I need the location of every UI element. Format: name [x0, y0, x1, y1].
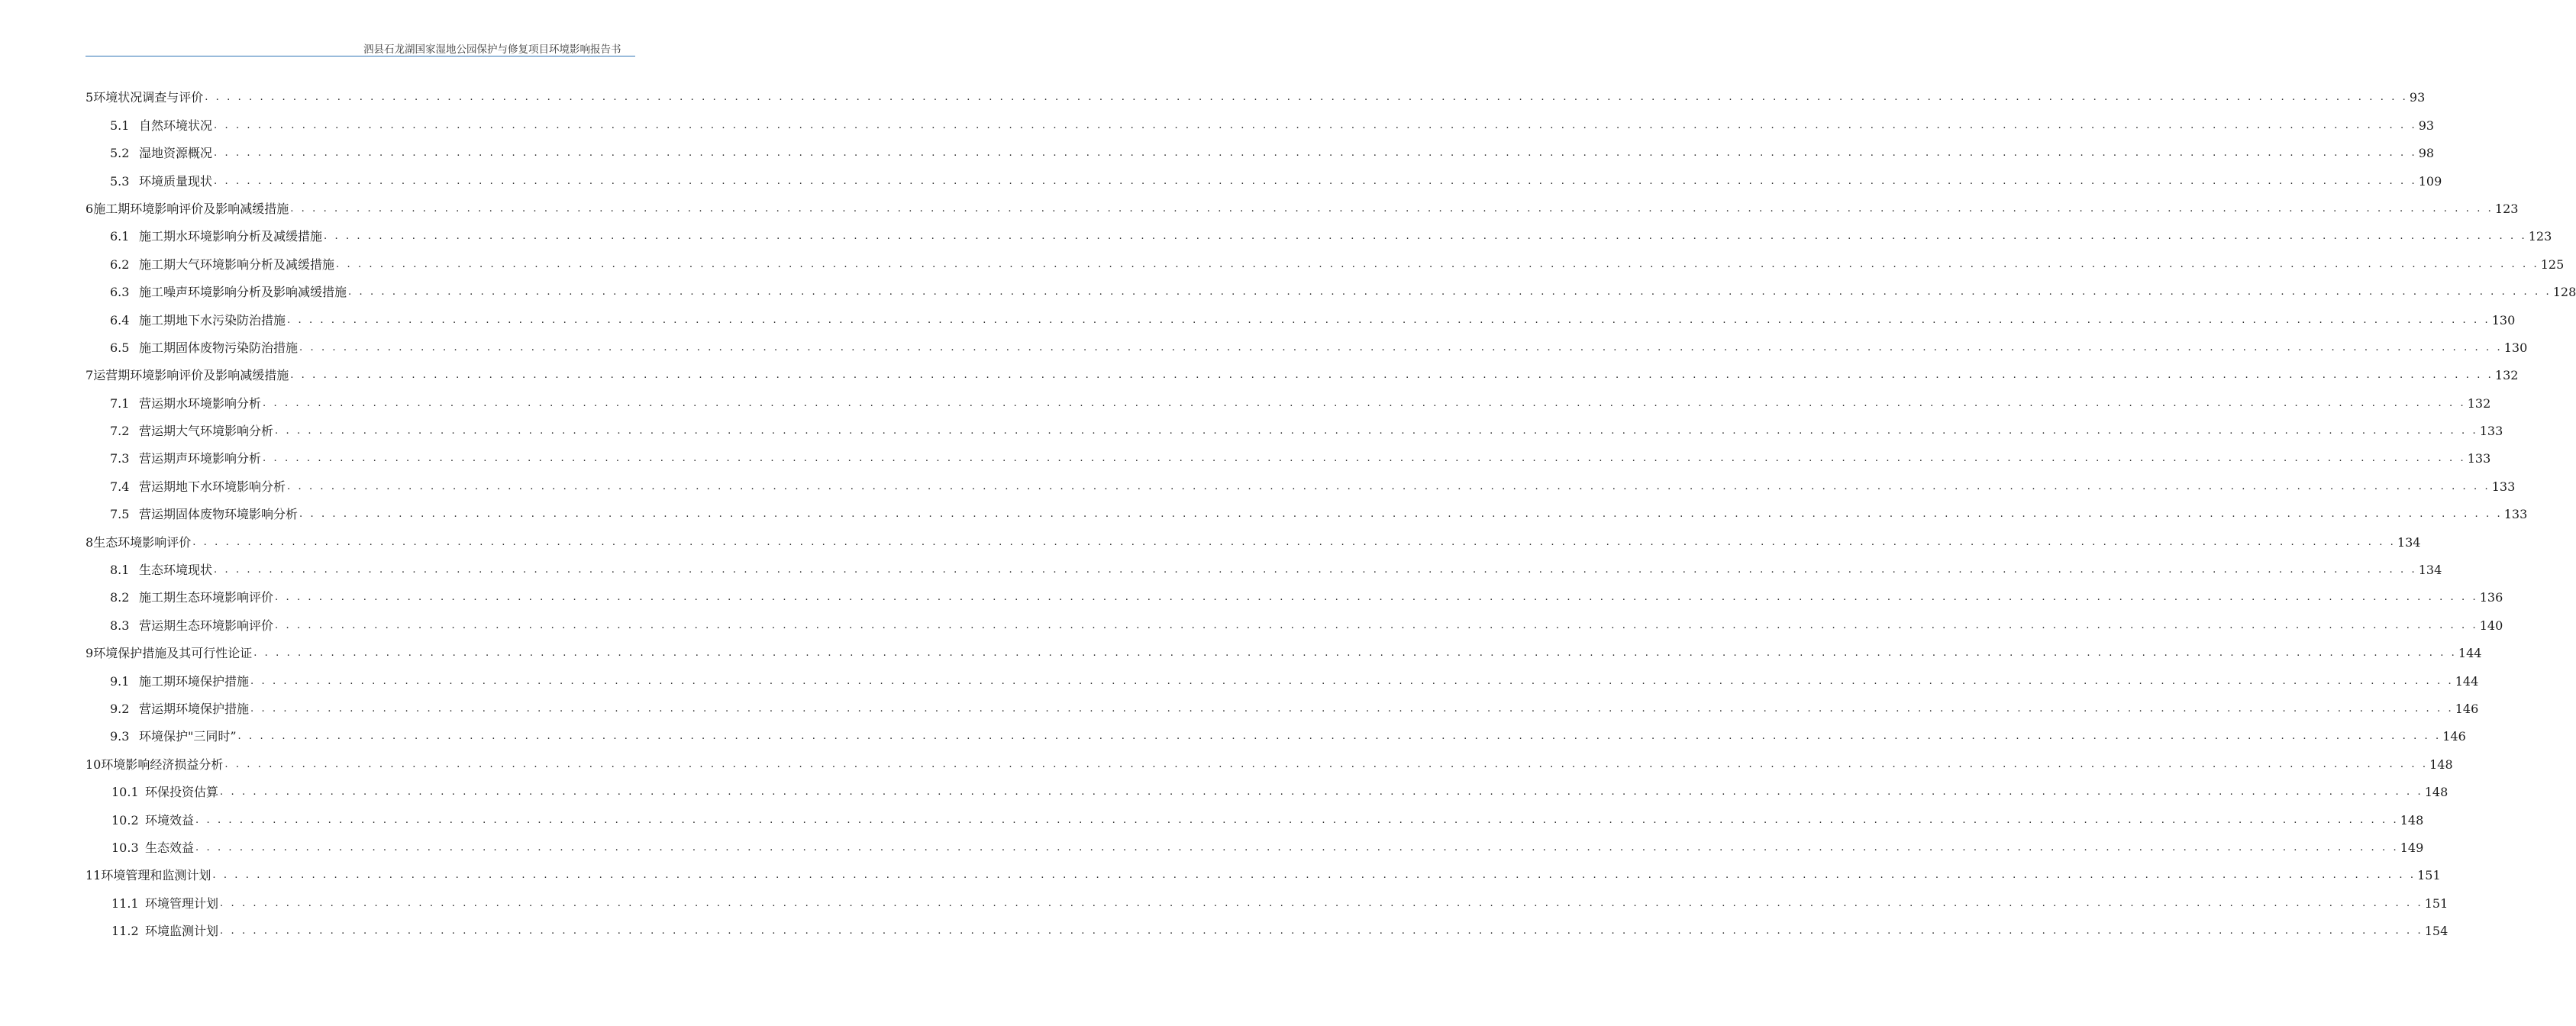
toc-entry-page: 144	[2455, 673, 2479, 689]
toc-entry-10-2[interactable]	[86, 800, 2424, 828]
toc-entry-title: 湿地资源概况	[139, 146, 213, 161]
toc-entry-title: 环境管理和监测计划	[101, 868, 211, 883]
toc-entry-page: 123	[2528, 229, 2552, 244]
toc-dot-leader: . . . . . . . . . . . . . . . . . . . . . . . . . . . . . . . . . . . . . . . . . . . . . . . . . . . . . . . . . . . . . . . . . . . . . . . . . . . . . . . . . . . . . . . . . . . . . . . . . . . . . . . . . . . . . . . . . . . . . . . . . . . . . . . . . . . . . . . . . . . . . . . . . . . . . . . . . . . . . . . . . . . . . . . . . . . . . . . . . . . . . . . . . . . . . . . . . . . . . . . .	[299, 341, 2503, 353]
toc-dot-leader: . . . . . . . . . . . . . . . . . . . . . . . . . . . . . . . . . . . . . . . . . . . . . . . . . . . . . . . . . . . . . . . . . . . . . . . . . . . . . . . . . . . . . . . . . . . . . . . . . . . . . . . . . . . . . . . . . . . . . . . . . . . . . . . . . . . . . . . . . . . . . . . . . . . . . . . . . . . . . . . . . . . . . . . . . . . . . . . . . . . . . . . . . . . . . . . . . . . . . . . .	[348, 286, 2552, 298]
toc-entry-10-3[interactable]	[86, 828, 2424, 856]
header-title: 泗县石龙湖国家湿地公园保护与修复项目环境影响报告书	[363, 44, 621, 56]
toc-entry-number: 11.1	[111, 895, 139, 911]
toc-entry-page: 136	[2479, 590, 2503, 605]
toc-entry-page: 146	[2455, 701, 2479, 716]
toc-dot-leader: . . . . . . . . . . . . . . . . . . . . . . . . . . . . . . . . . . . . . . . . . . . . . . . . . . . . . . . . . . . . . . . . . . . . . . . . . . . . . . . . . . . . . . . . . . . . . . . . . . . . . . . . . . . . . . . . . . . . . . . . . . . . . . . . . . . . . . . . . . . . . . . . . . . . . . . . . . . . . . . . . . . . . . . . . . . . . . . . . . . . . . . . . . . . . . . . . . . . . . . .	[214, 119, 2417, 131]
toc-entry-number: 6.3	[110, 285, 130, 300]
toc-dot-leader: . . . . . . . . . . . . . . . . . . . . . . . . . . . . . . . . . . . . . . . . . . . . . . . . . . . . . . . . . . . . . . . . . . . . . . . . . . . . . . . . . . . . . . . . . . . . . . . . . . . . . . . . . . . . . . . . . . . . . . . . . . . . . . . . . . . . . . . . . . . . . . . . . . . . . . . . . . . . . . . . . . . . . . . . . . . . . . . . . . . . . . . . . . . . . . . . . . . . . . . .	[212, 870, 2416, 882]
toc-entry-number: 9.1	[110, 673, 130, 689]
toc-dot-leader: . . . . . . . . . . . . . . . . . . . . . . . . . . . . . . . . . . . . . . . . . . . . . . . . . . . . . . . . . . . . . . . . . . . . . . . . . . . . . . . . . . . . . . . . . . . . . . . . . . . . . . . . . . . . . . . . . . . . . . . . . . . . . . . . . . . . . . . . . . . . . . . . . . . . . . . . . . . . . . . . . . . . . . . . . . . . . . . . . . . . . . . . . . . . . . . . . . . . . . . .	[224, 758, 2429, 770]
toc-entry-page: 130	[2503, 340, 2528, 355]
toc-dot-leader: . . . . . . . . . . . . . . . . . . . . . . . . . . . . . . . . . . . . . . . . . . . . . . . . . . . . . . . . . . . . . . . . . . . . . . . . . . . . . . . . . . . . . . . . . . . . . . . . . . . . . . . . . . . . . . . . . . . . . . . . . . . . . . . . . . . . . . . . . . . . . . . . . . . . . . . . . . . . . . . . . . . . . . . . . . . . . . . . . . . . . . . . . . . . . . . . . . . . . . . .	[336, 258, 2539, 270]
toc-dot-leader: . . . . . . . . . . . . . . . . . . . . . . . . . . . . . . . . . . . . . . . . . . . . . . . . . . . . . . . . . . . . . . . . . . . . . . . . . . . . . . . . . . . . . . . . . . . . . . . . . . . . . . . . . . . . . . . . . . . . . . . . . . . . . . . . . . . . . . . . . . . . . . . . . . . . . . . . . . . . . . . . . . . . . . . . . . . . . . . . . . . . . . . . . . . . . . . . . . . . . . . .	[220, 897, 2423, 909]
toc-entry-11-1[interactable]	[86, 883, 2448, 911]
toc-entry-9-3[interactable]	[86, 717, 2466, 744]
toc-entry-title: 环境保护措施及其可行性论证	[93, 646, 253, 661]
toc-entry-number: 7	[86, 368, 94, 383]
toc-entry-number: 10.1	[111, 785, 139, 800]
toc-entry-6-4[interactable]	[86, 300, 2516, 327]
toc-dot-leader: . . . . . . . . . . . . . . . . . . . . . . . . . . . . . . . . . . . . . . . . . . . . . . . . . . . . . . . . . . . . . . . . . . . . . . . . . . . . . . . . . . . . . . . . . . . . . . . . . . . . . . . . . . . . . . . . . . . . . . . . . . . . . . . . . . . . . . . . . . . . . . . . . . . . . . . . . . . . . . . . . . . . . . . . . . . . . . . . . . . . . . . . . . . . . . . . . . . . . . . .	[195, 841, 2399, 853]
toc-entry-page: 154	[2424, 924, 2448, 939]
toc-entry-page: 130	[2491, 312, 2516, 327]
toc-entry-9[interactable]	[86, 634, 2482, 661]
toc-entry-7-1[interactable]	[86, 383, 2491, 411]
toc-entry-page: 109	[2418, 173, 2442, 189]
toc-entry-title: 环境保护"三同时”	[139, 729, 237, 744]
toc-entry-title: 环境监测计划	[145, 924, 219, 939]
toc-entry-number: 9	[86, 646, 94, 661]
toc-entry-number: 7.2	[110, 424, 130, 439]
toc-dot-leader: . . . . . . . . . . . . . . . . . . . . . . . . . . . . . . . . . . . . . . . . . . . . . . . . . . . . . . . . . . . . . . . . . . . . . . . . . . . . . . . . . . . . . . . . . . . . . . . . . . . . . . . . . . . . . . . . . . . . . . . . . . . . . . . . . . . . . . . . . . . . . . . . . . . . . . . . . . . . . . . . . . . . . . . . . . . . . . . . . . . . . . . . . . . . . . . . . . . . . . . .	[275, 425, 2478, 437]
toc-entry-title: 环境管理计划	[145, 895, 219, 911]
table-of-contents	[86, 78, 2576, 939]
toc-dot-leader: . . . . . . . . . . . . . . . . . . . . . . . . . . . . . . . . . . . . . . . . . . . . . . . . . . . . . . . . . . . . . . . . . . . . . . . . . . . . . . . . . . . . . . . . . . . . . . . . . . . . . . . . . . . . . . . . . . . . . . . . . . . . . . . . . . . . . . . . . . . . . . . . . . . . . . . . . . . . . . . . . . . . . . . . . . . . . . . . . . . . . . . . . . . . . . . . . . . . . . . .	[214, 147, 2417, 160]
toc-entry-title: 施工期大气环境影响分析及减缓措施	[139, 256, 335, 272]
toc-entry-title: 营运期生态环境影响评价	[139, 618, 274, 633]
toc-entry-page: 128	[2552, 285, 2576, 300]
toc-entry-7[interactable]	[86, 356, 2519, 383]
toc-entry-title: 生态环境现状	[139, 563, 213, 578]
toc-entry-title: 环保投资估算	[145, 785, 219, 800]
toc-entry-7-2[interactable]	[86, 411, 2503, 439]
toc-entry-page: 140	[2479, 618, 2503, 633]
toc-entry-8-3[interactable]	[86, 605, 2503, 633]
toc-entry-5-3[interactable]	[86, 161, 2442, 189]
toc-entry-page: 132	[2494, 368, 2519, 383]
toc-entry-title: 施工期环境影响评价及影响减缓措施	[93, 201, 289, 216]
toc-dot-leader: . . . . . . . . . . . . . . . . . . . . . . . . . . . . . . . . . . . . . . . . . . . . . . . . . . . . . . . . . . . . . . . . . . . . . . . . . . . . . . . . . . . . . . . . . . . . . . . . . . . . . . . . . . . . . . . . . . . . . . . . . . . . . . . . . . . . . . . . . . . . . . . . . . . . . . . . . . . . . . . . . . . . . . . . . . . . . . . . . . . . . . . . . . . . . . . . . . . . . . . .	[290, 202, 2494, 215]
toc-entry-10-1[interactable]	[86, 773, 2448, 800]
toc-entry-5-2[interactable]	[86, 134, 2435, 161]
toc-dot-leader: . . . . . . . . . . . . . . . . . . . . . . . . . . . . . . . . . . . . . . . . . . . . . . . . . . . . . . . . . . . . . . . . . . . . . . . . . . . . . . . . . . . . . . . . . . . . . . . . . . . . . . . . . . . . . . . . . . . . . . . . . . . . . . . . . . . . . . . . . . . . . . . . . . . . . . . . . . . . . . . . . . . . . . . . . . . . . . . . . . . . . . . . . . . . . . . . . . . . . . . .	[220, 786, 2423, 799]
toc-entry-6-1[interactable]	[86, 217, 2552, 244]
toc-dot-leader: . . . . . . . . . . . . . . . . . . . . . . . . . . . . . . . . . . . . . . . . . . . . . . . . . . . . . . . . . . . . . . . . . . . . . . . . . . . . . . . . . . . . . . . . . . . . . . . . . . . . . . . . . . . . . . . . . . . . . . . . . . . . . . . . . . . . . . . . . . . . . . . . . . . . . . . . . . . . . . . . . . . . . . . . . . . . . . . . . . . . . . . . . . . . . . . . . . . . . . . .	[275, 619, 2478, 631]
toc-entry-number: 7.4	[110, 479, 130, 494]
toc-entry-6-3[interactable]	[86, 273, 2576, 300]
toc-entry-title: 环境效益	[145, 812, 195, 828]
toc-entry-title: 营运期大气环境影响分析	[139, 424, 274, 439]
toc-entry-page: 133	[2479, 424, 2503, 439]
toc-entry-title: 运营期环境影响评价及影响减缓措施	[93, 368, 289, 383]
toc-entry-page: 134	[2397, 534, 2421, 550]
toc-entry-number: 6	[86, 201, 94, 216]
toc-dot-leader: . . . . . . . . . . . . . . . . . . . . . . . . . . . . . . . . . . . . . . . . . . . . . . . . . . . . . . . . . . . . . . . . . . . . . . . . . . . . . . . . . . . . . . . . . . . . . . . . . . . . . . . . . . . . . . . . . . . . . . . . . . . . . . . . . . . . . . . . . . . . . . . . . . . . . . . . . . . . . . . . . . . . . . . . . . . . . . . . . . . . . . . . . . . . . . . . . . . . . . . .	[237, 731, 2442, 743]
toc-entry-page: 151	[2417, 868, 2441, 883]
toc-entry-page: 133	[2491, 479, 2516, 494]
toc-entry-page: 125	[2540, 256, 2565, 272]
toc-entry-9-1[interactable]	[86, 661, 2479, 689]
toc-entry-7-4[interactable]	[86, 466, 2516, 494]
toc-entry-7-3[interactable]	[86, 439, 2491, 466]
toc-entry-title: 营运期环境保护措施	[139, 701, 250, 716]
toc-entry-number: 9.2	[110, 701, 130, 716]
toc-entry-number: 8.2	[110, 590, 130, 605]
toc-entry-page: 149	[2400, 840, 2424, 855]
toc-dot-leader: . . . . . . . . . . . . . . . . . . . . . . . . . . . . . . . . . . . . . . . . . . . . . . . . . . . . . . . . . . . . . . . . . . . . . . . . . . . . . . . . . . . . . . . . . . . . . . . . . . . . . . . . . . . . . . . . . . . . . . . . . . . . . . . . . . . . . . . . . . . . . . . . . . . . . . . . . . . . . . . . . . . . . . . . . . . . . . . . . . . . . . . . . . . . . . . . . . . . . . . .	[287, 314, 2490, 326]
toc-entry-page: 123	[2494, 201, 2519, 216]
toc-entry-6-5[interactable]	[86, 328, 2528, 356]
toc-dot-leader: . . . . . . . . . . . . . . . . . . . . . . . . . . . . . . . . . . . . . . . . . . . . . . . . . . . . . . . . . . . . . . . . . . . . . . . . . . . . . . . . . . . . . . . . . . . . . . . . . . . . . . . . . . . . . . . . . . . . . . . . . . . . . . . . . . . . . . . . . . . . . . . . . . . . . . . . . . . . . . . . . . . . . . . . . . . . . . . . . . . . . . . . . . . . . . . . . . . . . . . .	[220, 925, 2423, 937]
toc-entry-page: 148	[2400, 812, 2424, 828]
toc-dot-leader: . . . . . . . . . . . . . . . . . . . . . . . . . . . . . . . . . . . . . . . . . . . . . . . . . . . . . . . . . . . . . . . . . . . . . . . . . . . . . . . . . . . . . . . . . . . . . . . . . . . . . . . . . . . . . . . . . . . . . . . . . . . . . . . . . . . . . . . . . . . . . . . . . . . . . . . . . . . . . . . . . . . . . . . . . . . . . . . . . . . . . . . . . . . . . . . . . . . . . . . .	[263, 453, 2466, 465]
toc-entry-page: 93	[2409, 90, 2426, 105]
toc-entry-number: 10	[86, 757, 102, 772]
toc-entry-title: 施工期地下水污染防治措施	[139, 312, 286, 327]
toc-entry-number: 5.1	[110, 118, 130, 133]
toc-entry-number: 7.1	[110, 395, 130, 411]
toc-entry-title: 环境状况调查与评价	[93, 90, 204, 105]
toc-entry-5[interactable]	[86, 78, 2426, 105]
toc-entry-8-1[interactable]	[86, 550, 2442, 578]
toc-dot-leader: . . . . . . . . . . . . . . . . . . . . . . . . . . . . . . . . . . . . . . . . . . . . . . . . . . . . . . . . . . . . . . . . . . . . . . . . . . . . . . . . . . . . . . . . . . . . . . . . . . . . . . . . . . . . . . . . . . . . . . . . . . . . . . . . . . . . . . . . . . . . . . . . . . . . . . . . . . . . . . . . . . . . . . . . . . . . . . . . . . . . . . . . . . . . . . . . . . . . . . . .	[214, 564, 2417, 576]
toc-dot-leader: . . . . . . . . . . . . . . . . . . . . . . . . . . . . . . . . . . . . . . . . . . . . . . . . . . . . . . . . . . . . . . . . . . . . . . . . . . . . . . . . . . . . . . . . . . . . . . . . . . . . . . . . . . . . . . . . . . . . . . . . . . . . . . . . . . . . . . . . . . . . . . . . . . . . . . . . . . . . . . . . . . . . . . . . . . . . . . . . . . . . . . . . . . . . . . . . . . . . . . . .	[263, 397, 2466, 409]
toc-entry-page: 148	[2424, 785, 2448, 800]
toc-entry-title: 营运期固体废物环境影响分析	[139, 507, 299, 522]
toc-entry-8[interactable]	[86, 522, 2421, 550]
toc-entry-title: 自然环境状况	[139, 118, 213, 133]
toc-entry-number: 9.3	[110, 729, 130, 744]
toc-entry-6[interactable]	[86, 189, 2519, 217]
toc-entry-title: 生态效益	[145, 840, 195, 855]
toc-dot-leader: . . . . . . . . . . . . . . . . . . . . . . . . . . . . . . . . . . . . . . . . . . . . . . . . . . . . . . . . . . . . . . . . . . . . . . . . . . . . . . . . . . . . . . . . . . . . . . . . . . . . . . . . . . . . . . . . . . . . . . . . . . . . . . . . . . . . . . . . . . . . . . . . . . . . . . . . . . . . . . . . . . . . . . . . . . . . . . . . . . . . . . . . . . . . . . . . . . . . . . . .	[195, 814, 2399, 826]
toc-entry-title: 施工期生态环境影响评价	[139, 590, 274, 605]
toc-dot-leader: . . . . . . . . . . . . . . . . . . . . . . . . . . . . . . . . . . . . . . . . . . . . . . . . . . . . . . . . . . . . . . . . . . . . . . . . . . . . . . . . . . . . . . . . . . . . . . . . . . . . . . . . . . . . . . . . . . . . . . . . . . . . . . . . . . . . . . . . . . . . . . . . . . . . . . . . . . . . . . . . . . . . . . . . . . . . . . . . . . . . . . . . . . . . . . . . . . . . . . . .	[287, 480, 2490, 492]
toc-dot-leader: . . . . . . . . . . . . . . . . . . . . . . . . . . . . . . . . . . . . . . . . . . . . . . . . . . . . . . . . . . . . . . . . . . . . . . . . . . . . . . . . . . . . . . . . . . . . . . . . . . . . . . . . . . . . . . . . . . . . . . . . . . . . . . . . . . . . . . . . . . . . . . . . . . . . . . . . . . . . . . . . . . . . . . . . . . . . . . . . . . . . . . . . . . . . . . . . . . . . . . . .	[324, 231, 2527, 243]
toc-entry-6-2[interactable]	[86, 244, 2565, 272]
toc-entry-number: 8.1	[110, 563, 130, 578]
toc-dot-leader: . . . . . . . . . . . . . . . . . . . . . . . . . . . . . . . . . . . . . . . . . . . . . . . . . . . . . . . . . . . . . . . . . . . . . . . . . . . . . . . . . . . . . . . . . . . . . . . . . . . . . . . . . . . . . . . . . . . . . . . . . . . . . . . . . . . . . . . . . . . . . . . . . . . . . . . . . . . . . . . . . . . . . . . . . . . . . . . . . . . . . . . . . . . . . . . . . . . . . . . .	[205, 92, 2408, 104]
toc-entry-title: 生态环境影响评价	[93, 534, 192, 550]
toc-entry-title: 营运期声环境影响分析	[139, 451, 262, 466]
toc-entry-title: 环境质量现状	[139, 173, 213, 189]
toc-entry-title: 施工期水环境影响分析及减缓措施	[139, 229, 323, 244]
toc-dot-leader: . . . . . . . . . . . . . . . . . . . . . . . . . . . . . . . . . . . . . . . . . . . . . . . . . . . . . . . . . . . . . . . . . . . . . . . . . . . . . . . . . . . . . . . . . . . . . . . . . . . . . . . . . . . . . . . . . . . . . . . . . . . . . . . . . . . . . . . . . . . . . . . . . . . . . . . . . . . . . . . . . . . . . . . . . . . . . . . . . . . . . . . . . . . . . . . . . . . . . . . .	[290, 369, 2494, 382]
toc-entry-number: 6.4	[110, 312, 130, 327]
toc-entry-number: 6.1	[110, 229, 130, 244]
toc-entry-page: 132	[2467, 395, 2491, 411]
toc-entry-number: 6.2	[110, 256, 130, 272]
toc-entry-11-2[interactable]	[86, 911, 2448, 939]
toc-entry-number: 8	[86, 534, 94, 550]
toc-entry-9-2[interactable]	[86, 689, 2479, 717]
toc-entry-page: 133	[2503, 507, 2528, 522]
toc-entry-page: 151	[2424, 895, 2448, 911]
toc-entry-page: 134	[2418, 563, 2442, 578]
toc-entry-page: 144	[2458, 646, 2482, 661]
toc-entry-title: 营运期地下水环境影响分析	[139, 479, 286, 494]
toc-entry-7-5[interactable]	[86, 495, 2528, 522]
toc-entry-number: 10.2	[111, 812, 139, 828]
toc-entry-title: 施工期固体废物污染防治措施	[139, 340, 299, 355]
toc-entry-number: 8.3	[110, 618, 130, 633]
toc-entry-number: 10.3	[111, 840, 139, 855]
toc-dot-leader: . . . . . . . . . . . . . . . . . . . . . . . . . . . . . . . . . . . . . . . . . . . . . . . . . . . . . . . . . . . . . . . . . . . . . . . . . . . . . . . . . . . . . . . . . . . . . . . . . . . . . . . . . . . . . . . . . . . . . . . . . . . . . . . . . . . . . . . . . . . . . . . . . . . . . . . . . . . . . . . . . . . . . . . . . . . . . . . . . . . . . . . . . . . . . . . . . . . . . . . .	[299, 508, 2503, 521]
toc-entry-number: 11	[86, 868, 102, 883]
toc-entry-page: 146	[2442, 729, 2466, 744]
toc-entry-title: 营运期水环境影响分析	[139, 395, 262, 411]
toc-entry-5-1[interactable]	[86, 105, 2435, 133]
toc-entry-number: 5.3	[110, 173, 130, 189]
toc-dot-leader: . . . . . . . . . . . . . . . . . . . . . . . . . . . . . . . . . . . . . . . . . . . . . . . . . . . . . . . . . . . . . . . . . . . . . . . . . . . . . . . . . . . . . . . . . . . . . . . . . . . . . . . . . . . . . . . . . . . . . . . . . . . . . . . . . . . . . . . . . . . . . . . . . . . . . . . . . . . . . . . . . . . . . . . . . . . . . . . . . . . . . . . . . . . . . . . . . . . . . . . .	[192, 536, 2396, 548]
toc-entry-8-2[interactable]	[86, 578, 2503, 605]
toc-entry-page: 148	[2429, 757, 2453, 772]
toc-entry-number: 6.5	[110, 340, 130, 355]
toc-entry-title: 环境影响经济损益分析	[101, 757, 224, 772]
toc-dot-leader: . . . . . . . . . . . . . . . . . . . . . . . . . . . . . . . . . . . . . . . . . . . . . . . . . . . . . . . . . . . . . . . . . . . . . . . . . . . . . . . . . . . . . . . . . . . . . . . . . . . . . . . . . . . . . . . . . . . . . . . . . . . . . . . . . . . . . . . . . . . . . . . . . . . . . . . . . . . . . . . . . . . . . . . . . . . . . . . . . . . . . . . . . . . . . . . . . . . . . . . .	[250, 702, 2454, 715]
toc-dot-leader: . . . . . . . . . . . . . . . . . . . . . . . . . . . . . . . . . . . . . . . . . . . . . . . . . . . . . . . . . . . . . . . . . . . . . . . . . . . . . . . . . . . . . . . . . . . . . . . . . . . . . . . . . . . . . . . . . . . . . . . . . . . . . . . . . . . . . . . . . . . . . . . . . . . . . . . . . . . . . . . . . . . . . . . . . . . . . . . . . . . . . . . . . . . . . . . . . . . . . . . .	[253, 647, 2457, 660]
toc-dot-leader: . . . . . . . . . . . . . . . . . . . . . . . . . . . . . . . . . . . . . . . . . . . . . . . . . . . . . . . . . . . . . . . . . . . . . . . . . . . . . . . . . . . . . . . . . . . . . . . . . . . . . . . . . . . . . . . . . . . . . . . . . . . . . . . . . . . . . . . . . . . . . . . . . . . . . . . . . . . . . . . . . . . . . . . . . . . . . . . . . . . . . . . . . . . . . . . . . . . . . . . .	[250, 675, 2454, 687]
toc-entry-11[interactable]	[86, 856, 2441, 883]
toc-entry-number: 11.2	[111, 924, 139, 939]
toc-entry-title: 施工噪声环境影响分析及影响减缓措施	[139, 285, 347, 300]
toc-entry-page: 98	[2418, 146, 2435, 161]
toc-entry-page: 133	[2467, 451, 2491, 466]
toc-entry-page: 93	[2418, 118, 2435, 133]
toc-entry-number: 7.3	[110, 451, 130, 466]
toc-entry-title: 施工期环境保护措施	[139, 673, 250, 689]
toc-entry-number: 5	[86, 90, 94, 105]
toc-dot-leader: . . . . . . . . . . . . . . . . . . . . . . . . . . . . . . . . . . . . . . . . . . . . . . . . . . . . . . . . . . . . . . . . . . . . . . . . . . . . . . . . . . . . . . . . . . . . . . . . . . . . . . . . . . . . . . . . . . . . . . . . . . . . . . . . . . . . . . . . . . . . . . . . . . . . . . . . . . . . . . . . . . . . . . . . . . . . . . . . . . . . . . . . . . . . . . . . . . . . . . . .	[275, 592, 2478, 604]
toc-dot-leader: . . . . . . . . . . . . . . . . . . . . . . . . . . . . . . . . . . . . . . . . . . . . . . . . . . . . . . . . . . . . . . . . . . . . . . . . . . . . . . . . . . . . . . . . . . . . . . . . . . . . . . . . . . . . . . . . . . . . . . . . . . . . . . . . . . . . . . . . . . . . . . . . . . . . . . . . . . . . . . . . . . . . . . . . . . . . . . . . . . . . . . . . . . . . . . . . . . . . . . . .	[214, 175, 2417, 187]
toc-entry-number: 5.2	[110, 146, 130, 161]
toc-entry-10[interactable]	[86, 744, 2453, 772]
toc-entry-number: 7.5	[110, 507, 130, 522]
